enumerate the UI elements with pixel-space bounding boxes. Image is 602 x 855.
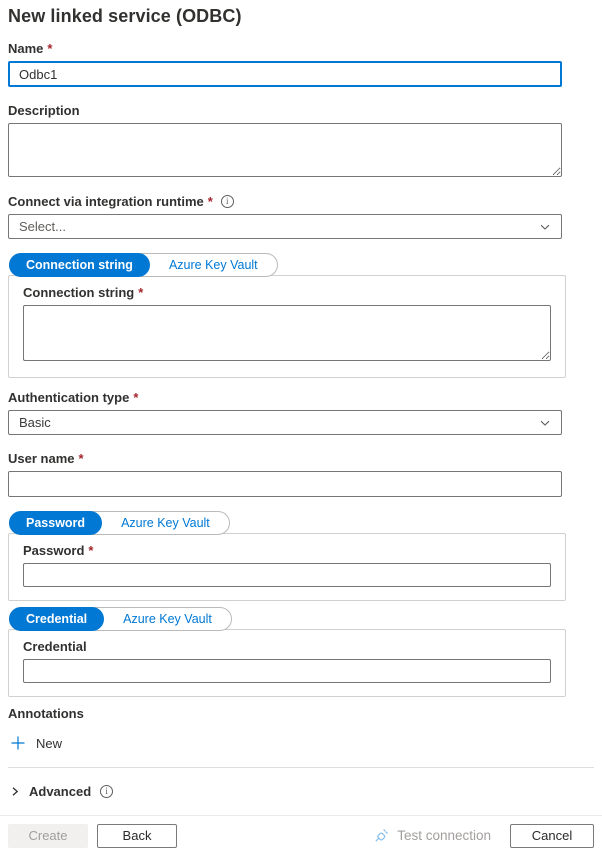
page-title: New linked service (ODBC) xyxy=(8,6,242,26)
info-icon[interactable]: i xyxy=(100,785,113,798)
password-groupbox xyxy=(8,533,566,601)
required-asterisk: * xyxy=(138,285,144,300)
connection-string-label: Connection string * xyxy=(23,285,144,300)
name-field-group xyxy=(8,41,562,87)
create-button[interactable]: Create xyxy=(8,824,88,848)
tab-azure-key-vault[interactable]: Azure Key Vault xyxy=(104,612,231,626)
name-label: Name * xyxy=(8,41,53,56)
password-tabs xyxy=(9,511,230,535)
tab-azure-key-vault[interactable]: Azure Key Vault xyxy=(102,516,229,530)
back-button[interactable]: Back xyxy=(97,824,177,848)
name-input[interactable] xyxy=(8,61,562,87)
credential-input[interactable] xyxy=(23,659,551,683)
user-name-label: User name * xyxy=(8,451,84,466)
plus-icon xyxy=(10,735,26,751)
connection-tabs xyxy=(9,253,278,277)
connection-string-textarea[interactable] xyxy=(23,305,551,361)
required-asterisk: * xyxy=(207,194,213,209)
auth-type-label: Authentication type * xyxy=(8,390,139,405)
password-section xyxy=(8,511,594,601)
runtime-field-group xyxy=(8,194,562,239)
description-field-group xyxy=(8,103,562,180)
required-asterisk: * xyxy=(78,451,84,466)
credential-tabs xyxy=(9,607,232,631)
description-label: Description xyxy=(8,103,80,118)
add-annotation-button[interactable] xyxy=(8,733,64,753)
tab-azure-key-vault[interactable]: Azure Key Vault xyxy=(150,258,277,272)
info-icon[interactable]: i xyxy=(221,195,234,208)
runtime-label: Connect via integration runtime * i xyxy=(8,194,562,209)
plug-icon xyxy=(373,827,390,844)
tab-connection-string[interactable]: Connection string xyxy=(9,253,150,277)
user-name-field-group xyxy=(8,451,562,497)
user-name-input[interactable] xyxy=(8,471,562,497)
add-annotation-label: New xyxy=(36,735,63,751)
runtime-select[interactable] xyxy=(8,214,562,239)
advanced-label: Advanced xyxy=(29,784,92,799)
password-label: Password * xyxy=(23,543,94,558)
advanced-toggle[interactable] xyxy=(8,782,115,801)
description-textarea[interactable] xyxy=(8,123,562,177)
credential-label: Credential xyxy=(23,639,87,654)
chevron-right-icon xyxy=(10,786,20,797)
footer-bar xyxy=(0,815,602,855)
runtime-select-value: Select... xyxy=(19,219,66,234)
auth-type-select-value: Basic xyxy=(19,415,51,430)
required-asterisk: * xyxy=(47,41,53,56)
chevron-down-icon xyxy=(539,417,551,429)
credential-groupbox xyxy=(8,629,566,697)
credential-section xyxy=(8,607,594,697)
connection-section xyxy=(8,253,594,378)
test-connection-button[interactable] xyxy=(367,826,497,845)
chevron-down-icon xyxy=(539,221,551,233)
annotations-label: Annotations xyxy=(8,706,84,721)
connection-groupbox xyxy=(8,275,566,378)
tab-credential[interactable]: Credential xyxy=(9,607,104,631)
auth-type-field-group xyxy=(8,390,562,435)
password-input[interactable] xyxy=(23,563,551,587)
tab-password[interactable]: Password xyxy=(9,511,102,535)
cancel-button[interactable]: Cancel xyxy=(510,824,594,848)
test-connection-label: Test connection xyxy=(397,828,491,843)
required-asterisk: * xyxy=(133,390,139,405)
section-divider xyxy=(8,767,594,768)
required-asterisk: * xyxy=(88,543,94,558)
auth-type-select[interactable] xyxy=(8,410,562,435)
